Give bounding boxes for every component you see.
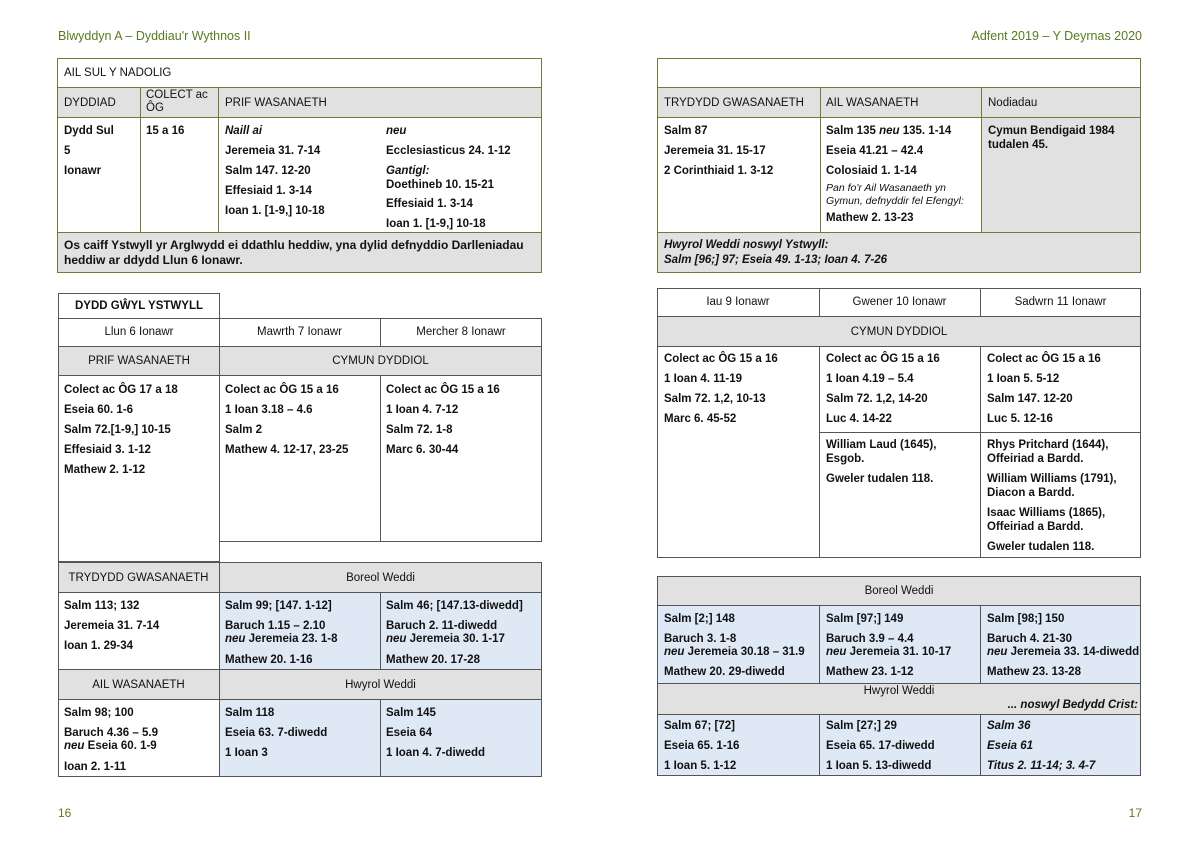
eve-note-readings: Salm [96;] 97; Eseia 49. 1-13; Ioan 4. 7-26: [664, 254, 888, 266]
day-header: Mercher 8 Ionawr: [416, 326, 506, 338]
reading: Mathew 20. 29-diwedd: [664, 666, 785, 678]
col-header-nodiadau: Nodiadau: [988, 97, 1038, 109]
reading: 1 Ioan 4.19 – 5.4: [826, 373, 914, 385]
prif-a-line: Salm 147. 12-20: [225, 165, 311, 177]
reading: Salm 72. 1-8: [386, 424, 453, 436]
reading: Marc 6. 30-44: [386, 444, 459, 456]
col-header-ail: AIL WASANAETH: [826, 97, 919, 109]
reading: 1 Ioan 3: [225, 747, 268, 759]
ail-line: Colosiaid 1. 1-14: [826, 165, 917, 177]
commemoration: Offeiriad a Bardd.: [987, 453, 1084, 465]
trydydd-line: Salm 87: [664, 125, 708, 137]
prif-b-line: Effesiaid 1. 3-14: [386, 198, 473, 210]
reading: Baruch 4.36 – 5.9: [64, 727, 158, 739]
reading: Salm 46; [147.13-diwedd]: [386, 600, 523, 612]
commemoration: Gweler tudalen 118.: [987, 541, 1095, 553]
reading: Eseia 63. 7-diwedd: [225, 727, 328, 739]
reading: Jeremeia 31. 7-14: [64, 620, 160, 632]
reading: Colect ac ÔG 15 a 16: [225, 384, 339, 396]
reading: 1 Ioan 3.18 – 4.6: [225, 404, 313, 416]
nodiadau-line: Cymun Bendigaid 1984: [988, 125, 1115, 137]
reading: Salm [98;] 150: [987, 613, 1065, 625]
noswyl-label: ... noswyl Bedydd Crist:: [1007, 699, 1138, 711]
commemoration: William Williams (1791),: [987, 473, 1117, 485]
col-header-prif: PRIF WASANAETH: [225, 97, 327, 109]
reading: Ioan 1. 29-34: [64, 640, 134, 652]
reading: Colect ac ÔG 17 a 18: [64, 384, 178, 396]
prif-a-line: Ioan 1. [1-9,] 10-18: [225, 205, 325, 217]
eve-note-title: Hwyrol Weddi noswyl Ystwyll:: [664, 239, 829, 251]
commemoration: Esgob.: [826, 453, 865, 465]
reading: Salm 118: [225, 707, 275, 719]
reading: Mathew 23. 13-28: [987, 666, 1081, 678]
reading: Salm 2: [225, 424, 263, 436]
reading: Effesiaid 3. 1-12: [64, 444, 151, 456]
commemoration: Isaac Williams (1865),: [987, 507, 1106, 519]
reading: Eseia 65. 1-16: [664, 740, 740, 752]
reading: Baruch 4. 21-30: [987, 633, 1073, 645]
reading: Colect ac ÔG 15 a 16: [386, 384, 500, 396]
day-header: Gwener 10 Ionawr: [852, 296, 947, 308]
reading: neu Jeremeia 23. 1-8: [225, 633, 338, 645]
reading: Salm 113; 132: [64, 600, 140, 612]
prif-a-line: Jeremeia 31. 7-14: [225, 145, 321, 157]
reading: Salm [27;] 29: [826, 720, 897, 732]
cymun-label: CYMUN DYDDIOL: [332, 355, 429, 367]
prif-b-line: Ioan 1. [1-9,] 10-18: [386, 218, 486, 230]
reading: Eseia 60. 1-6: [64, 404, 134, 416]
commemoration: Offeiriad a Bardd.: [987, 521, 1084, 533]
boreol-label: Boreol Weddi: [864, 585, 934, 597]
reading: Salm 72. 1,2, 14-20: [826, 393, 928, 405]
prif-b-line: Doethineb 10. 15-21: [386, 179, 495, 191]
reading: 1 Ioan 5. 5-12: [987, 373, 1060, 385]
ail-line-1: Salm 135 neu 135. 1-14: [826, 125, 952, 137]
reading: Salm 145: [386, 707, 436, 719]
reading: Eseia 61: [987, 740, 1034, 752]
sunday-date-1: Dydd Sul: [64, 125, 114, 137]
trydydd-line: 2 Corinthiaid 1. 3-12: [664, 165, 774, 177]
reading: Salm 98; 100: [64, 707, 134, 719]
commemoration: Rhys Pritchard (1644),: [987, 439, 1109, 451]
reading: Baruch 2. 11-diwedd: [386, 620, 498, 632]
running-header-right: Adfent 2019 – Y Deyrnas 2020: [971, 29, 1142, 43]
reading: Salm 72. 1,2, 10-13: [664, 393, 766, 405]
reading: 1 Ioan 5. 1-12: [664, 760, 737, 772]
hwyrol-label: Hwyrol Weddi: [345, 678, 416, 691]
col-header-dyddiad: DYDDIAD: [64, 97, 116, 109]
commemoration: Gweler tudalen 118.: [826, 473, 934, 485]
reading: Mathew 20. 17-28: [386, 654, 480, 666]
ail-line: Eseia 41.21 – 42.4: [826, 145, 924, 157]
prif-a-heading: Naill ai: [225, 125, 263, 137]
sunday-date-3: Ionawr: [64, 165, 102, 177]
reading: neu Jeremeia 30. 1-17: [386, 633, 505, 645]
reading: neu Jeremeia 30.18 – 31.9: [664, 646, 805, 658]
page-number-right: 17: [1128, 806, 1142, 820]
reading: Salm 36: [987, 720, 1031, 732]
running-header-left: Blwyddyn A – Dyddiau'r Wythnos II: [58, 29, 251, 43]
reading: Baruch 3.9 – 4.4: [826, 633, 914, 645]
reading: Colect ac ÔG 15 a 16: [987, 353, 1101, 365]
commemoration: William Laud (1645),: [826, 439, 937, 451]
ail-last: Mathew 2. 13-23: [826, 212, 914, 224]
reading: Salm 67; [72]: [664, 720, 735, 732]
reading: Colect ac ÔG 15 a 16: [664, 353, 778, 365]
trydydd-label: TRYDYDD GWASANAETH: [68, 571, 209, 584]
reading: Salm [97;] 149: [826, 613, 904, 625]
reading: Baruch 1.15 – 2.10: [225, 620, 326, 632]
commemoration: Diacon a Bardd.: [987, 487, 1075, 499]
reading: Eseia 65. 17-diwedd: [826, 740, 935, 752]
day-header: Iau 9 Ionawr: [706, 296, 770, 308]
reading: 1 Ioan 4. 7-diwedd: [386, 747, 486, 759]
reading: Luc 4. 14-22: [826, 413, 892, 425]
reading: Mathew 2. 1-12: [64, 464, 146, 476]
reading: Mathew 4. 12-17, 23-25: [225, 444, 349, 456]
reading: Salm 147. 12-20: [987, 393, 1073, 405]
reading: Eseia 64: [386, 727, 433, 739]
reading: neu Jeremeia 33. 14-diwedd: [987, 646, 1140, 658]
cymun-label: CYMUN DYDDIOL: [850, 325, 948, 338]
day-header: Sadwrn 11 Ionawr: [1014, 296, 1107, 308]
trydydd-line: Jeremeia 31. 15-17: [664, 145, 766, 157]
nodiadau-line: tudalen 45.: [988, 139, 1049, 151]
day-header: Mawrth 7 Ionawr: [256, 326, 342, 338]
reading: 1 Ioan 5. 13-diwedd: [826, 760, 932, 772]
ail-note: Pan fo'r Ail Wasanaeth yn Gymun, defnyddir fel Efengyl:: [826, 182, 964, 207]
prif-label: PRIF WASANAETH: [88, 355, 190, 367]
page-number-left: 16: [58, 806, 72, 820]
reading: Mathew 20. 1-16: [225, 654, 313, 666]
reading: Mathew 23. 1-12: [826, 666, 914, 678]
reading: Ioan 2. 1-11: [64, 761, 127, 773]
ail-label: AIL WASANAETH: [92, 678, 185, 691]
reading: Salm 72.[1-9,] 10-15: [64, 424, 171, 436]
boreol-label: Boreol Weddi: [346, 571, 415, 584]
reading: neu Eseia 60. 1-9: [64, 740, 157, 752]
sunday-colect: 15 a 16: [146, 125, 185, 137]
reading: Luc 5. 12-16: [987, 413, 1053, 425]
sunday-title: AIL SUL Y NADOLIG: [64, 67, 172, 79]
prif-b-heading: neu: [386, 125, 407, 137]
day-header: Llun 6 Ionawr: [104, 326, 174, 338]
col-header-trydydd: TRYDYDD GWASANAETH: [664, 97, 804, 109]
reading: 1 Ioan 4. 11-19: [664, 373, 742, 385]
reading: Salm 99; [147. 1-12]: [225, 600, 332, 612]
reading: Salm [2;] 148: [664, 613, 735, 625]
prif-b-line: Ecclesiasticus 24. 1-12: [386, 145, 511, 157]
sunday-note: Os caiff Ystwyll yr Arglwydd ei ddathlu heddiw, yna dylid defnyddio Darlleniadau heddiw ar ddydd Llun 6 Ionawr.: [64, 238, 524, 267]
reading: neu Jeremeia 31. 10-17: [826, 646, 952, 658]
reading: 1 Ioan 4. 7-12: [386, 404, 459, 416]
sunday-date-2: 5: [64, 145, 71, 157]
epiphany-title: DYDD GŴYL YSTWYLL: [75, 300, 203, 312]
col-header-colect: COLECT ac ÔG: [146, 89, 208, 114]
reading: Marc 6. 45-52: [664, 413, 737, 425]
reading: Titus 2. 11-14; 3. 4-7: [987, 760, 1096, 772]
prif-a-line: Effesiaid 1. 3-14: [225, 185, 312, 197]
reading: Colect ac ÔG 15 a 16: [826, 353, 940, 365]
prif-b-canticle: Gantigl:: [386, 165, 430, 177]
hwyrol-label: Hwyrol Weddi: [863, 684, 935, 697]
reading: Baruch 3. 1-8: [664, 633, 737, 645]
